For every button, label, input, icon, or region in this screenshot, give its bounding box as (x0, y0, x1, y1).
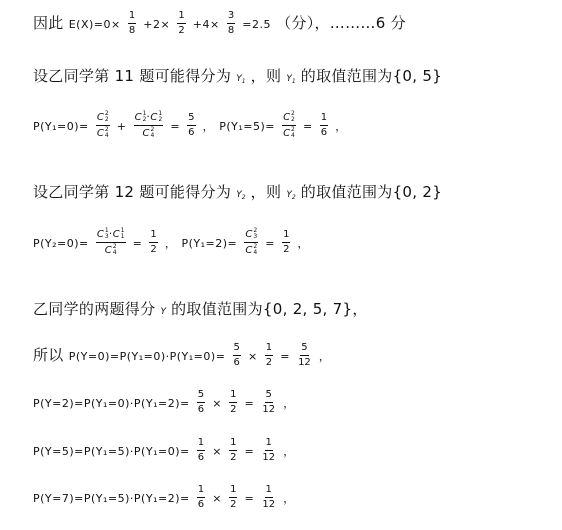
fraction: $\frac{1}{6}$ (197, 484, 205, 510)
variable-y2: $Y_2$ (236, 190, 246, 201)
combination-fraction: C 1 2 ·C 1 2 C 2 4 (134, 110, 163, 139)
combined-score-line: 乙同学的两题得分 Y 的取值范围为{0, 2, 5, 7}， (33, 300, 368, 318)
fraction: $\frac{1}{12}$ (262, 484, 276, 510)
fraction: $\frac{5}{6}$ (233, 342, 240, 368)
probability-y0-line: 所以 P(Y=0)=P(Y₁=0)·P(Y₁=0)= $\frac{5}{6}$ × $\frac{1}{2}$ = $\frac{5}{12}$ ， (33, 342, 331, 368)
expectation-result: =2.5 (242, 18, 271, 31)
q12-intro-line: 设乙同学第 12 题可能得分为 $Y_2$ ，则 $Y_2$ 的取值范围为{0, 2} (33, 183, 443, 201)
q11-intro-line: 设乙同学第 11 题可能得分为 $Y_1$ ，则 $Y_1$ 的取值范围为{0, 5} (33, 67, 443, 85)
combination-fraction: C 1 3 ·C 1 1 C 2 4 (96, 227, 125, 256)
fraction: $\frac{1}{2}$ (230, 389, 237, 415)
q12-probability-line: P(Y₂=0)= C 1 3 ·C 1 1 C 2 4 = $\frac{1}{2}$ ， P(Y₁=2)= C 2 3 C 2 4 = $\frac{1}{2}$ ， (33, 227, 310, 256)
fraction: $\frac{1}{2}$ (178, 10, 185, 36)
expectation-expr: E(X)=0× (68, 18, 121, 31)
expected-value-line: 因此 E(X)=0× $\frac{1}{8}$ +2× $\frac{1}{2}$ +4× $\frac{3}{8}$ =2.5 （分），………6 分 (33, 10, 406, 36)
variable-y: Y (160, 307, 166, 317)
variable-y1: $Y_1$ (236, 74, 246, 85)
combination-fraction: C 2 3 C 2 4 (245, 227, 258, 256)
combination-fraction: C 2 2 C 2 4 (283, 110, 295, 139)
fraction: $\frac{1}{2}$ (265, 342, 273, 368)
fraction: $\frac{1}{8}$ (128, 10, 136, 36)
fraction: $\frac{1}{2}$ (230, 437, 237, 463)
probability-y5-line: P(Y=5)=P(Y₁=5)·P(Y₁=0)= $\frac{1}{6}$ × $\frac{1}{2}$ = $\frac{1}{12}$ ， (33, 437, 295, 463)
probability-y7-line: P(Y=7)=P(Y₁=5)·P(Y₁=2)= $\frac{1}{6}$ × $\frac{1}{2}$ = $\frac{1}{12}$ ， (33, 484, 295, 510)
variable-y2: $Y_2$ (286, 190, 296, 201)
fraction: $\frac{5}{6}$ (197, 389, 205, 415)
fraction: $\frac{1}{2}$ (283, 229, 290, 255)
fraction: $\frac{3}{8}$ (227, 10, 235, 36)
variable-y1: $Y_1$ (286, 74, 296, 85)
combination-fraction: C 2 2 C 2 4 (96, 110, 109, 139)
score-marker: （分），………6 分 (276, 14, 406, 32)
fraction: $\frac{1}{6}$ (320, 112, 328, 138)
fraction: $\frac{5}{12}$ (262, 389, 276, 415)
line1-prefix: 因此 (33, 14, 64, 32)
fraction: $\frac{5}{12}$ (298, 342, 311, 368)
probability-y2-line: P(Y=2)=P(Y₁=0)·P(Y₁=2)= $\frac{5}{6}$ × $\frac{1}{2}$ = $\frac{5}{12}$ ， (33, 389, 295, 415)
fraction: $\frac{1}{2}$ (150, 229, 157, 255)
q11-probability-line: P(Y₁=0)= C 2 2 C 2 4 + C 1 2 ·C 1 2 C 2 4 = $\frac{5}{6}$ ， P(Y₁=5)= C 2 2 C 2 4 = $\frac{1}{6}$ ， (33, 110, 347, 139)
fraction: $\frac{5}{6}$ (188, 112, 195, 138)
fraction: $\frac{1}{2}$ (230, 484, 237, 510)
fraction: $\frac{1}{6}$ (197, 437, 205, 463)
fraction: $\frac{1}{12}$ (262, 437, 276, 463)
